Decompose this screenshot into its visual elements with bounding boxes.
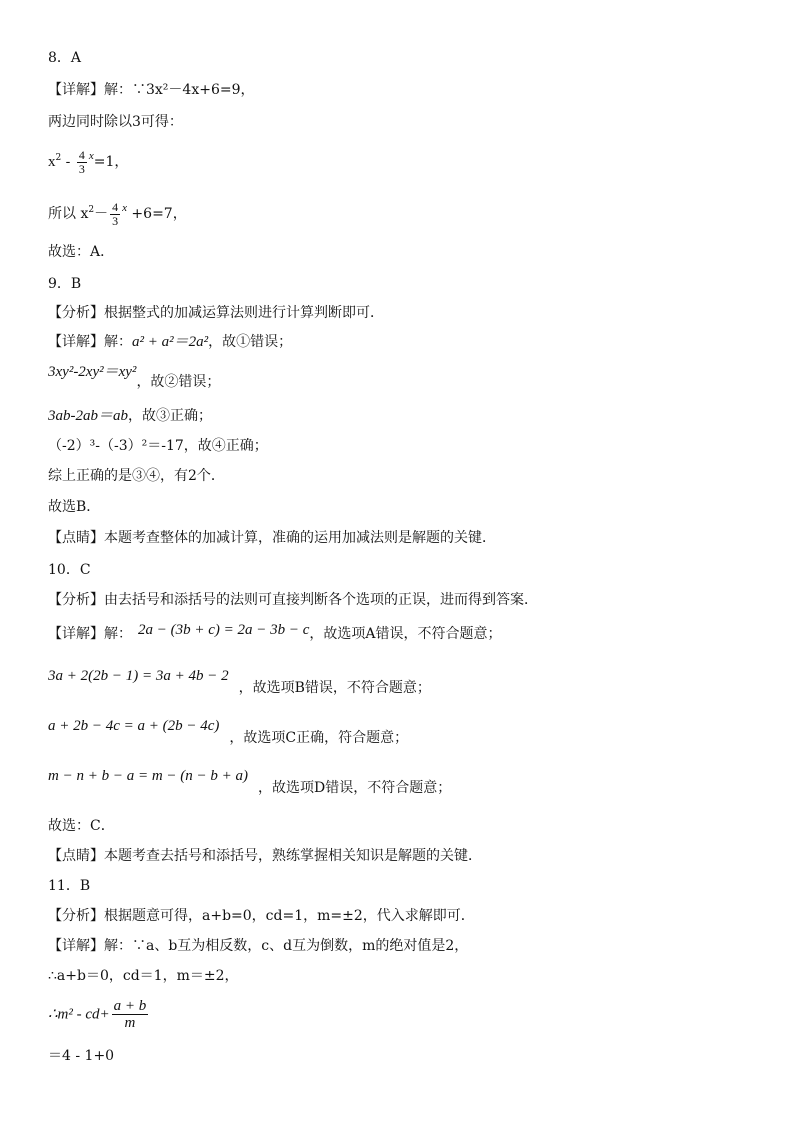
q11-expression-prefix: ∴m² - cd+ [48, 1006, 110, 1023]
q9-detail-1-result: ，故①错误； [208, 334, 293, 350]
q10-option-c [48, 716, 760, 746]
q10-option-c-math: a + 2b − 4c = a + (2b − 4c) [48, 718, 220, 734]
q8-equation-2 [48, 198, 760, 228]
q9-comment: 【点睛】本题考查整体的加减计算，准确的运用加减法则是解题的关键． [48, 530, 496, 546]
q10-option-a [48, 624, 760, 644]
q10-option-b [48, 666, 760, 696]
q9-detail-2-math: 3xy²-2xy²＝xy² [48, 364, 137, 380]
q9-detail-3 [48, 406, 760, 426]
q10-option-b-result: ，故选项B错误，不符合题意； [238, 680, 431, 696]
q8-detail: 【详解】解：∵3x²－4x+6=9， [48, 82, 255, 98]
q10-option-d-result: ，故选项D错误，不符合题意； [258, 780, 452, 796]
q11-detail: 【详解】解：∵a、b互为相反数，c、d互为倒数，m的绝对值是2， [48, 938, 469, 954]
q8-eq2-variable: x [122, 202, 127, 214]
q10-option-d [48, 766, 760, 796]
q8-eq1-minus: - [61, 154, 75, 170]
q9-header: 9．B [48, 276, 82, 292]
q9-choice: 故选B． [48, 499, 101, 515]
q8-eq2-rest: +6=7， [126, 206, 187, 222]
q9-detail-4: （-2）³-（-3）²＝-17，故④正确； [48, 438, 268, 454]
q11-header: 11．B [48, 878, 91, 894]
q8-eq1-denominator: 3 [78, 161, 85, 176]
q10-header: 10．C [48, 562, 91, 578]
q8-eq1-x: x [48, 154, 56, 170]
q11-denominator: m [124, 1015, 136, 1031]
q10-option-b-math: 3a + 2(2b − 1) = 3a + 4b − 2 [48, 668, 229, 684]
q9-summary: 综上正确的是③④，有2个． [48, 468, 225, 484]
q10-choice: 故选：C． [48, 818, 115, 834]
q11-fraction [112, 998, 149, 1031]
q8-eq2-exponent: 2 [88, 205, 95, 215]
q8-eq1-exponent: 2 [55, 153, 62, 163]
q8-equation-1 [48, 146, 760, 176]
q8-eq1-numerator: 4 [78, 147, 85, 162]
q8-eq2-fraction [110, 201, 120, 228]
q8-divide-step: 两边同时除以3可得： [48, 114, 183, 130]
q9-detail-3-result: ，故③正确； [128, 408, 212, 424]
q9-detail-1 [48, 332, 760, 352]
q11-analysis: 【分析】根据题意可得，a+b=0，cd=1，m=±2，代入求解即可． [48, 908, 475, 924]
q8-eq2-denominator: 3 [112, 213, 119, 228]
q9-detail-3-math: 3ab-2ab＝ab [48, 408, 128, 424]
q10-detail-label: 【详解】解： [48, 626, 132, 642]
q8-eq1-rest: =1， [93, 154, 129, 170]
q8-eq1-variable: x [88, 150, 94, 162]
q8-eq2-prefix: 所以 x [48, 206, 89, 222]
q10-option-a-math: 2a − (3b + c) = 2a − 3b − c [138, 622, 310, 638]
q8-header: 8．A [48, 50, 82, 66]
q9-analysis: 【分析】根据整式的加减运算法则进行计算判断即可． [48, 305, 384, 321]
q11-numerator: a + b [113, 998, 147, 1014]
q9-detail-1-math: a² + a²＝2a² [132, 334, 209, 350]
q10-option-c-result: ，故选项C正确，符合题意； [229, 730, 409, 746]
q8-choice: 故选：A． [48, 244, 115, 260]
q9-detail-label: 【详解】解： [48, 334, 132, 350]
q8-eq1-fraction [77, 149, 87, 176]
q10-comment: 【点睛】本题考查去括号和添括号，熟练掌握相关知识是解题的关键． [48, 848, 482, 864]
q8-eq2-minus: － [94, 206, 109, 222]
q9-detail-2 [48, 362, 760, 390]
q8-eq2-numerator: 4 [112, 199, 119, 214]
q11-expression [48, 998, 760, 1031]
q9-detail-2-result: ，故②错误； [136, 374, 221, 390]
q11-therefore: ∴a+b＝0，cd＝1，m＝±2， [48, 968, 239, 984]
q10-option-d-math: m − n + b − a = m − (n − b + a) [48, 768, 249, 784]
q10-option-a-result: ，故选项A错误，不符合题意； [309, 626, 502, 642]
q10-analysis: 【分析】由去括号和添括号的法则可直接判断各个选项的正误，进而得到答案． [48, 592, 538, 608]
q11-result: ＝4 - 1+0 [48, 1048, 115, 1064]
